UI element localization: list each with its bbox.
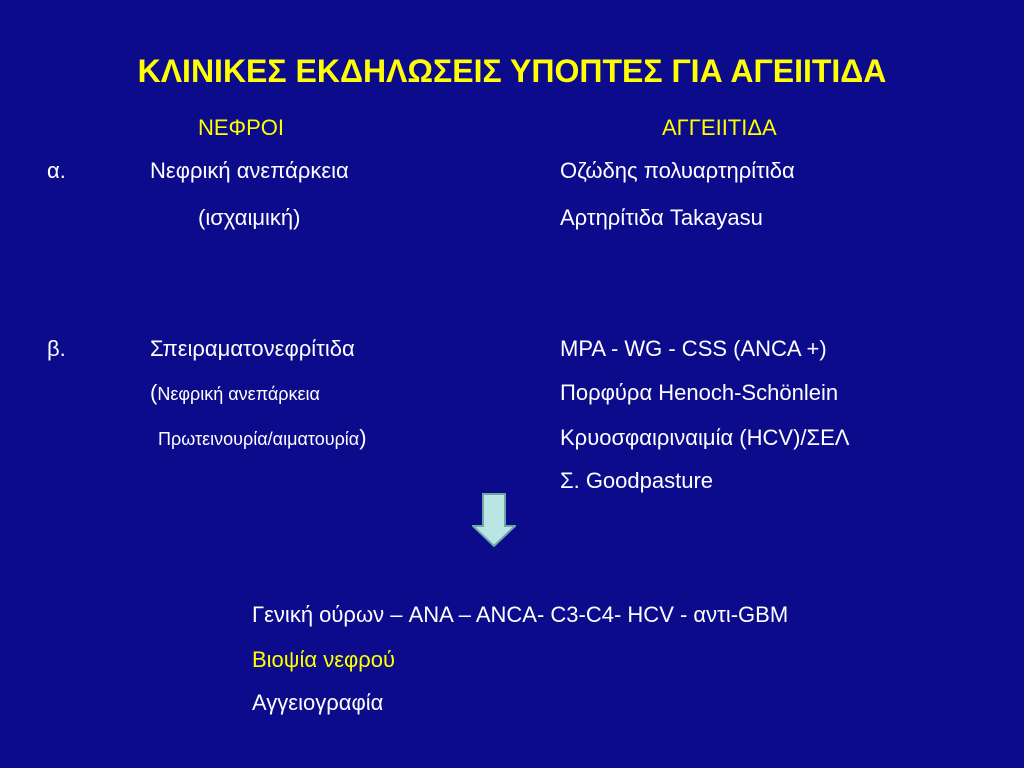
close-paren: ) bbox=[359, 425, 367, 450]
slide-title: ΚΛΙΝΙΚΕΣ ΕΚΔΗΛΩΣΕΙΣ ΥΠΟΠΤΕΣ ΓΙΑ ΑΓΕΙΙΤΙΔΑ bbox=[137, 53, 887, 89]
section-a-right-line1: Οζώδης πολυαρτηρίτιδα bbox=[560, 158, 795, 183]
section-a-marker: α. bbox=[47, 158, 66, 183]
left-column-header: ΝΕΦΡΟΙ bbox=[198, 115, 285, 140]
tests-line3: Αγγειογραφία bbox=[252, 690, 384, 715]
tests-line2: Βιοψία νεφρού bbox=[252, 647, 396, 672]
section-b-left-line3 bbox=[158, 427, 367, 449]
section-b-right-line3: Κρυοσφαιριναιμία (HCV)/ΣΕΛ bbox=[560, 425, 850, 450]
section-b-left-line3-text: Πρωτεινουρία/αιματουρία bbox=[158, 429, 360, 449]
section-b-right-line4: Σ. Goodpasture bbox=[560, 468, 714, 493]
section-b-left-line2-text: Νεφρική ανεπάρκεια bbox=[157, 384, 320, 404]
section-b-left-line2 bbox=[150, 382, 320, 404]
section-b-left-line1: Σπειραματονεφρίτιδα bbox=[150, 336, 355, 361]
section-b-right-line1: MPA - WG - CSS (ANCA +) bbox=[560, 336, 827, 361]
open-paren: ( bbox=[150, 380, 158, 405]
section-a-left-line1: Νεφρική ανεπάρκεια bbox=[150, 158, 349, 183]
section-b-marker: β. bbox=[47, 336, 66, 361]
section-a-left-line2: (ισχαιμική) bbox=[198, 205, 301, 230]
down-arrow-icon bbox=[472, 493, 516, 547]
section-a-right-line2: Αρτηρίτιδα Takayasu bbox=[560, 205, 763, 230]
section-b-right-line2: Πορφύρα Henoch-Schönlein bbox=[560, 380, 839, 405]
right-column-header: ΑΓΓΕΙΙΤΙΔΑ bbox=[662, 115, 777, 140]
tests-line1: Γενική ούρων – ANA – ANCA- C3-C4- HCV - αντι-GBM bbox=[252, 602, 789, 627]
